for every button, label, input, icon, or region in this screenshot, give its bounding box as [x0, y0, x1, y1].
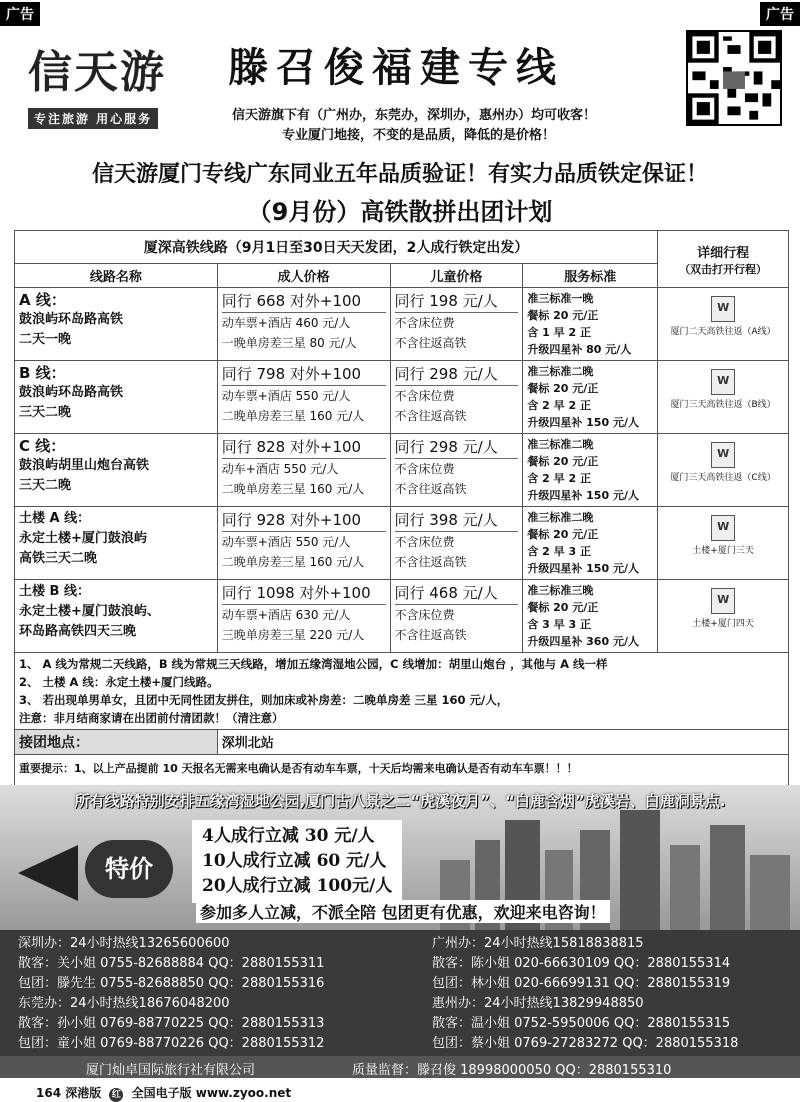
- route-days: 高铁三天二晚: [19, 551, 98, 566]
- edition-badge-icon: 红: [109, 1088, 123, 1102]
- group-offer-text: 参加多人立减，不派全陪 包团更有优惠，欢迎来电咨询！: [196, 900, 610, 923]
- route-name-cell: [15, 507, 218, 580]
- discount-box: [192, 820, 402, 903]
- adult-price-cell: [217, 507, 390, 580]
- note-line: 3、 若出现单男单女，且团中无同性团友拼住，则加床或补房差：二晚单房差 三星 160 元/人，: [19, 693, 509, 707]
- headline: 信天游厦门专线广东同业五年品质验证！有实力品质铁定保证！: [91, 162, 708, 187]
- service-line: 餐标 20 元/正: [527, 601, 599, 614]
- megaphone-icon: [18, 845, 78, 901]
- child-price: 同行 468 元/人: [395, 582, 519, 605]
- child-price: 同行 198 元/人: [395, 290, 519, 313]
- company-name: 厦门灿卓国际旅行社有限公司: [86, 1063, 256, 1078]
- adult-package: 动车票+酒店 550 元/人: [221, 389, 351, 403]
- service-line: 升级四星补 150 元/人: [527, 489, 639, 502]
- route-desc: 永定土楼+厦门鼓浪屿、: [19, 604, 160, 619]
- child-note: 不含床位费: [394, 462, 455, 476]
- route-days: 三天二晚: [19, 478, 72, 493]
- service-cell: [523, 434, 658, 507]
- page-number: 164 深港版: [36, 1086, 102, 1100]
- pickup-label: 接团地点：: [15, 730, 218, 755]
- service-line: 准三标准二晚: [527, 365, 594, 378]
- word-document-icon: [711, 296, 735, 322]
- child-note: 不含往返高铁: [394, 409, 467, 423]
- adult-price: 同行 928 对外+100: [222, 509, 386, 532]
- table-row: [15, 288, 789, 361]
- route-table: [14, 230, 789, 791]
- table-row: [15, 361, 789, 434]
- child-note: 不含往返高铁: [394, 555, 467, 569]
- adult-price: 同行 798 对外+100: [222, 363, 386, 386]
- service-line: 餐标 20 元/正: [527, 528, 599, 541]
- service-line: 准三标准二晚: [527, 511, 594, 524]
- adult-price: 同行 1098 对外+100: [222, 582, 386, 605]
- office-dongguan-retail: 散客：孙小姐 0769-88770225 QQ：2880155313: [18, 1016, 325, 1031]
- adult-single-supplement: 三晚单房差三星 220 元/人: [221, 628, 365, 642]
- adult-price-cell: [217, 434, 390, 507]
- route-days: 二天一晚: [19, 332, 72, 347]
- logo-slogan: 专注旅游 用心服务: [28, 108, 158, 129]
- word-document-icon: [711, 369, 735, 395]
- itinerary-doc-link[interactable]: [658, 580, 789, 653]
- column-header: 服务标准: [523, 264, 658, 288]
- service-line: 含 2 早 2 正: [527, 472, 591, 485]
- child-price-cell: [390, 361, 523, 434]
- detail-subheader: （双击打开行程）: [679, 262, 768, 276]
- child-note: 不含床位费: [394, 535, 455, 549]
- table-row: [15, 434, 789, 507]
- itinerary-doc-link[interactable]: [658, 288, 789, 361]
- banner-title: 所有线路特别安排五缘湾湿地公园,厦门古八景之二“虎溪夜月”、“白鹿含烟”虎溪岩、白鹿洞景点.: [74, 792, 726, 810]
- service-line: 含 2 早 2 正: [527, 399, 591, 412]
- office-dongguan-hotline: 东莞办：24小时热线18676048200: [18, 996, 230, 1011]
- office-shenzhen-retail: 散客：关小姐 0755-82688884 QQ：2880155311: [18, 956, 325, 971]
- route-name: C 线：: [19, 437, 66, 455]
- itinerary-doc-label: 厦门二天高铁往返（A线）: [670, 327, 776, 337]
- notes-row: [15, 653, 789, 730]
- route-days: 三天二晚: [19, 405, 72, 420]
- adult-price: 同行 668 对外+100: [222, 290, 386, 313]
- route-name: B 线：: [19, 364, 66, 382]
- footer-bar: [0, 1056, 800, 1078]
- note-line: 2、 土楼 A 线：永定土楼+厦门线路。: [19, 675, 219, 689]
- route-desc: 永定土楼+厦门鼓浪屿: [19, 531, 147, 546]
- child-note: 不含往返高铁: [394, 628, 467, 642]
- office-dongguan-group: 包团：童小姐 0769-88770226 QQ：2880155312: [18, 1036, 325, 1051]
- contacts-panel: [0, 930, 800, 1060]
- route-name-cell: [15, 288, 218, 361]
- service-cell: [523, 580, 658, 653]
- adult-package: 动车票+酒店 630 元/人: [221, 608, 351, 622]
- header-line-1: 信天游旗下有（广州办，东莞办，深圳办，惠州办）均可收客！: [232, 108, 597, 123]
- office-shenzhen-hotline: 深圳办：24小时热线13265600600: [18, 936, 230, 951]
- adult-package: 动车+酒店 550 元/人: [221, 462, 339, 476]
- route-name: 土楼 A 线：: [19, 511, 91, 526]
- adult-price-cell: [217, 288, 390, 361]
- pickup-row: [15, 730, 789, 755]
- plan-title: （9月份）高铁散拼出团计划: [247, 198, 553, 226]
- service-line: 升级四星补 150 元/人: [527, 562, 639, 575]
- note-line: 1、 A 线为常规二天线路，B 线为常规三天线路，增加五缘湾湿地公园，C 线增加：胡里山炮台 ，其他与 A 线一样: [19, 657, 608, 671]
- pickup-value: 深圳北站: [217, 730, 788, 755]
- route-name: 土楼 B 线：: [19, 584, 90, 599]
- itinerary-doc-link[interactable]: [658, 434, 789, 507]
- service-line: 升级四星补 360 元/人: [527, 635, 639, 648]
- service-line: 含 2 早 3 正: [527, 545, 591, 558]
- page-footer: [36, 1084, 291, 1102]
- word-document-icon: [711, 588, 735, 614]
- brand-logo: [28, 36, 213, 146]
- route-desc: 鼓浪屿胡里山炮台高铁: [19, 458, 150, 473]
- important-notice: 重要提示：1、以上产品提前 10 天报名无需来电确认是否有动车车票，十天后均需来电确认是否有动车车票！！！: [15, 755, 789, 791]
- route-desc: 鼓浪屿环岛路高铁: [19, 385, 124, 400]
- service-line: 准三标准三晚: [527, 584, 594, 597]
- adult-single-supplement: 一晚单房差三星 80 元/人: [221, 336, 357, 350]
- word-document-icon: [711, 515, 735, 541]
- service-line: 升级四星补 150 元/人: [527, 416, 639, 429]
- header-line-2: 专业厦门地接，不变的是品质，降低的是价格！: [282, 128, 556, 143]
- word-document-icon: [711, 442, 735, 468]
- service-cell: [523, 361, 658, 434]
- discount-line: 10人成行立减 60 元/人: [202, 851, 387, 871]
- itinerary-doc-link[interactable]: [658, 507, 789, 580]
- column-header: 成人价格: [217, 264, 390, 288]
- route-days: 环岛路高铁四天三晚: [19, 624, 137, 639]
- adult-single-supplement: 二晚单房差三星 160 元/人: [221, 409, 365, 423]
- adult-single-supplement: 二晚单房差三星 160 元/人: [221, 555, 365, 569]
- child-price-cell: [390, 580, 523, 653]
- detail-header: 详细行程: [697, 245, 750, 261]
- itinerary-doc-label: 土楼+厦门四天: [692, 619, 754, 629]
- service-line: 餐标 20 元/正: [527, 309, 599, 322]
- adult-package: 动车票+酒店 460 元/人: [221, 316, 351, 330]
- child-note: 不含床位费: [394, 389, 455, 403]
- discount-line: 20人成行立减 100元/人: [202, 876, 393, 896]
- office-huizhou-group: 包团：蔡小姐 0769-27283272 QQ：2880155318: [432, 1036, 739, 1051]
- child-price-cell: [390, 507, 523, 580]
- child-note: 不含床位费: [394, 608, 455, 622]
- child-price-cell: [390, 288, 523, 361]
- office-shenzhen-group: 包团：滕先生 0755-82688850 QQ：2880155316: [18, 976, 325, 991]
- child-price: 同行 298 元/人: [395, 363, 519, 386]
- office-guangzhou-retail: 散客：陈小姐 020-66630109 QQ：2880155314: [432, 956, 731, 971]
- office-guangzhou-hotline: 广州办：24小时热线15818838815: [432, 936, 644, 951]
- child-price: 同行 398 元/人: [395, 509, 519, 532]
- table-row: [15, 507, 789, 580]
- route-name-cell: [15, 361, 218, 434]
- child-note: 不含床位费: [394, 316, 455, 330]
- ad-tag-left: 广告: [0, 2, 40, 26]
- column-header: 线路名称: [15, 264, 218, 288]
- special-price-badge: 特价: [85, 840, 173, 898]
- table-title: 厦深高铁线路（9月1日至30日天天发团，2人成行铁定出发）: [15, 231, 658, 264]
- qr-code-icon: [686, 30, 782, 126]
- office-huizhou-hotline: 惠州办：24小时热线13829948850: [432, 996, 644, 1011]
- child-note: 不含往返高铁: [394, 336, 467, 350]
- route-name-cell: [15, 580, 218, 653]
- adult-single-supplement: 二晚单房差三星 160 元/人: [221, 482, 365, 496]
- quality-supervisor: 质量监督：滕召俊 18998000050 QQ：2880155310: [352, 1063, 672, 1078]
- column-header: 儿童价格: [390, 264, 523, 288]
- note-line: 注意：非月结商家请在出团前付清团款！（清注意）: [19, 711, 284, 725]
- service-cell: [523, 507, 658, 580]
- discount-line: 4人成行立减 30 元/人: [202, 826, 375, 846]
- service-line: 准三标准一晚: [527, 292, 594, 305]
- child-price: 同行 298 元/人: [395, 436, 519, 459]
- table-row: [15, 580, 789, 653]
- logo-name: 信天游: [28, 47, 166, 98]
- child-price-cell: [390, 434, 523, 507]
- adult-package: 动车票+酒店 550 元/人: [221, 535, 351, 549]
- detail-header-cell: [658, 231, 789, 288]
- page-title: 滕召俊福建专线: [228, 44, 564, 91]
- office-guangzhou-group: 包团：林小姐 020-66699131 QQ：2880155319: [432, 976, 731, 991]
- child-note: 不含往返高铁: [394, 482, 467, 496]
- itinerary-doc-label: 厦门三天高铁往返（B线）: [670, 400, 776, 410]
- adult-price-cell: [217, 580, 390, 653]
- route-name-cell: [15, 434, 218, 507]
- itinerary-doc-link[interactable]: [658, 361, 789, 434]
- itinerary-doc-label: 土楼+厦门三天: [692, 546, 754, 556]
- adult-price: 同行 828 对外+100: [222, 436, 386, 459]
- adult-price-cell: [217, 361, 390, 434]
- notes-cell: [15, 653, 789, 730]
- service-line: 餐标 20 元/正: [527, 382, 599, 395]
- service-cell: [523, 288, 658, 361]
- service-line: 含 3 早 3 正: [527, 618, 591, 631]
- edition-text: 全国电子版 www.zyoo.net: [131, 1086, 292, 1100]
- route-desc: 鼓浪屿环岛路高铁: [19, 312, 124, 327]
- ad-tag-right: 广告: [760, 2, 800, 26]
- service-line: 含 1 早 2 正: [527, 326, 591, 339]
- itinerary-doc-label: 厦门三天高铁往返（C线）: [670, 473, 776, 483]
- service-line: 准三标准二晚: [527, 438, 594, 451]
- route-name: A 线：: [19, 291, 66, 309]
- service-line: 餐标 20 元/正: [527, 455, 599, 468]
- office-huizhou-retail: 散客：温小姐 0752-5950006 QQ：2880155315: [432, 1016, 731, 1031]
- service-line: 升级四星补 80 元/人: [527, 343, 632, 356]
